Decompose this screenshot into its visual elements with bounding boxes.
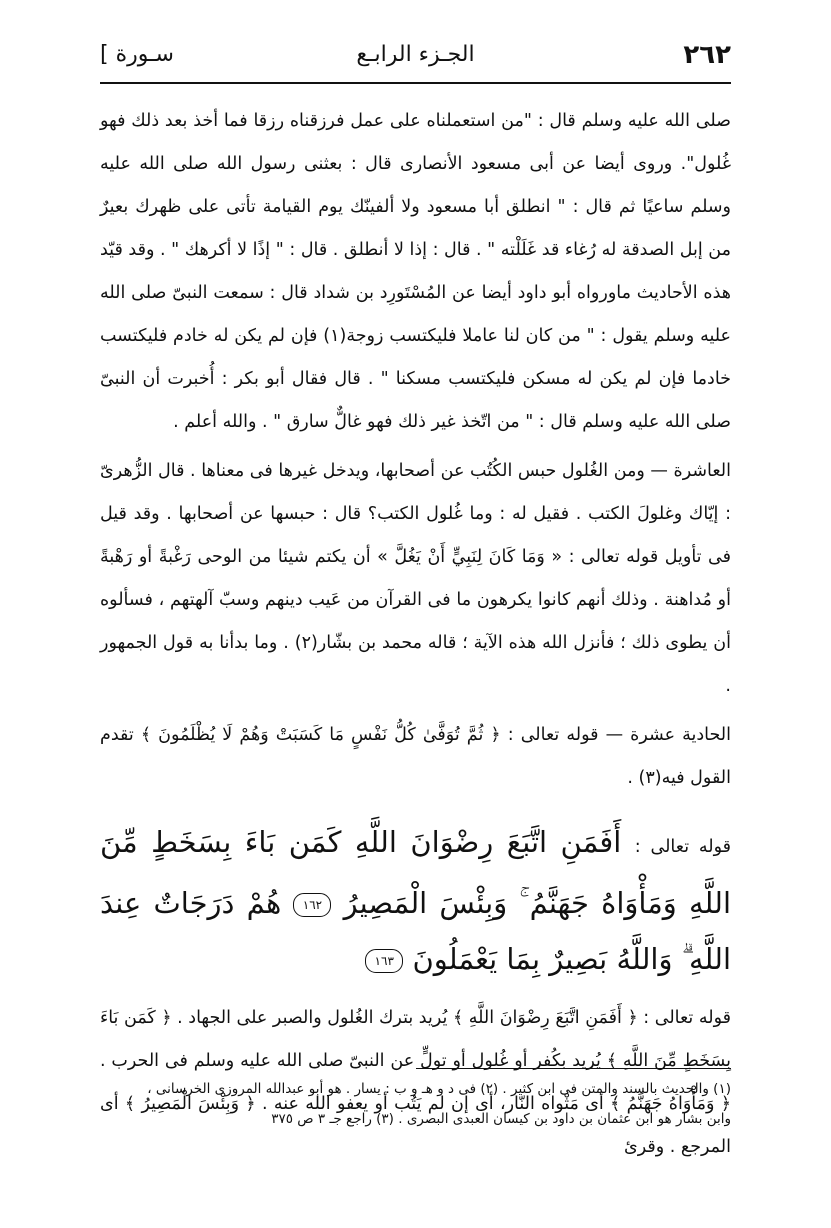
footnote-rule	[416, 1068, 731, 1069]
footnote-line-1: (١) والحديث بالسند والمتن فى ابن كثير . (٢) فى د و هـ و ب : يسار . هو أبو عبدالله المروزى الخرسانى ،	[147, 1081, 731, 1097]
paragraph-eleventh: الحادية عشرة — قوله تعالى : ﴿ ثُمَّ تُوَفَّىٰ كُلُّ نَفْسٍ مَا كَسَبَتْ وَهُمْ لَا يُظْلَمُونَ ﴾ تقدم القول فيه(٣) .	[100, 725, 731, 788]
footnote-line-2: وابن بشار هو ابن عثمان بن داود بن كيسان العبدى البصرى . (٣) راجع جـ ٣ ص ٣٧٥	[271, 1111, 731, 1127]
paragraph-hadith: صلى الله عليه وسلم قال : "من استعملناه على عمل فرزقناه رزقا فما أخذ بعد ذلك فهو غُلول". وروى أيضا عن أبى مسعود الأنصارى قال : بعثنى رسول الله صلى الله عليه وسلم ساعيًا ثم قال : " انطلق أبا مسعود ولا ألفينّك يوم القيامة تأتى على ظهرك بعيرٌ من إبل الصدقة له رُغاء قد غَلَلْته " . قال : إذا لا أنطلق . قال : " إذًا لا أكرهك " . وقد قيّد هذه الأحاديث ماورواه أبو داود أيضا عن المُسْتَورِد بن شداد قال : سمعت النبىّ صلى الله عليه وسلم يقول : " من كان لنا عاملا فليكتسب زوجة(١) فإن لم يكن له خادم فليكتسب خادما فإن لم يكن له مسكن فليكتسب مسكنا " . قال فقال أبو بكر : أُخبرت أن النبىّ صلى الله عليه وسلم قال : " من اتّخذ غير ذلك فهو غالٌّ سارق " . والله أعلم .	[100, 111, 731, 432]
page-header	[100, 36, 731, 86]
page-number: ٢٦٢	[683, 40, 731, 70]
verse-intro: قوله تعالى :	[634, 837, 731, 857]
footnotes	[100, 1074, 731, 1134]
ayah-number-163: ١٦٣	[365, 949, 403, 973]
quran-verses	[100, 814, 731, 987]
paragraph-tenth: العاشرة — ومن الغُلول حبس الكُتُب عن أصحابها، ويدخل غيرها فى معناها . قال الزُّهرىّ : إيّاك وغلولَ الكتب . فقيل له : وما غُلول الكتب؟ قال : حبسها عن أصحابها . وقد قيل فى تأويل قوله تعالى : « وَمَا كَانَ لِنَبِيٍّ أَنْ يَغُلَّ » أن يكتم شيئا من الوحى رَغْبةً أو رَهْبةً أو مُداهنة . وذلك أنهم كانوا يكرهون ما فى القرآن من عَيب دينهم وسبّ آلهتهم ، فسألوه أن يطوى ذلك ؛ فأنزل الله هذه الآية ؛ قاله محمد بن بشّار(٢) . وما بدأنا به قول الجمهور .	[100, 461, 731, 696]
verse-162-text: أَفَمَنِ اتَّبَعَ رِضْوَانَ اللَّهِ كَمَن بَاءَ بِسَخَطٍ مِّنَ اللَّهِ وَمَأْوَاهُ جَهَنَّمُ ۚ وَبِئْسَ الْمَصِيرُ	[100, 825, 732, 920]
paragraph-commentary: قوله تعالى : ﴿ أَفَمَنِ اتَّبَعَ رِضْوَانَ اللَّهِ ﴾ يُريد بترك الغُلول والصبر على الجهاد . ﴿ كَمَن بَاءَ بِسَخَطٍ مِّنَ اللَّهِ ﴾ يُريد بكُفر أو غُلول أو تولٍّ عن النبىّ صلى الله عليه وسلم فى الحرب . ﴿ وَمَأْوَاهُ جَهَنَّمُ ﴾ أى مَثْواه النّار، أى إن لم يَتُب أو يعفو الله عنه . ﴿ وَبِئْسَ الْمَصِيرُ ﴾ أى المرجع . وقرئ	[100, 1008, 731, 1157]
page-body	[100, 100, 731, 1169]
running-title: الجـزء الرابـع	[356, 42, 475, 67]
header-rule	[100, 82, 731, 84]
surah-label: سـورة ]	[100, 42, 174, 67]
verse-163-text: هُمْ دَرَجَاتٌ عِندَ اللَّهِ ۗ وَاللَّهُ بَصِيرٌ بِمَا يَعْمَلُونَ	[100, 886, 731, 976]
ayah-number-162: ١٦٢	[293, 893, 331, 917]
